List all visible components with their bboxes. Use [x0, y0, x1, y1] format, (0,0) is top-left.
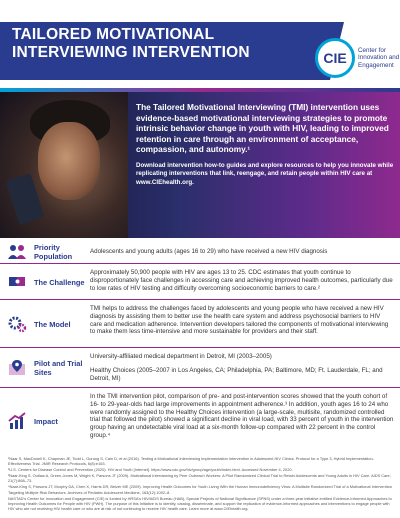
- photo-face: [38, 122, 100, 200]
- row-text: Approximately 50,900 people with HIV are ages 13 to 25. CDC estimates that youth continue to disproportionately face challenges in accessing care and achieving improved health outcomes, particularly due to low rates of HIV testing and difficulty overcoming socioeconomic barriers to care.²: [90, 269, 393, 292]
- hero-photo: [0, 92, 128, 238]
- row-body: [90, 248, 394, 256]
- row-body: [90, 393, 394, 440]
- puzzle-icon: [6, 271, 28, 293]
- row-body: [90, 305, 394, 336]
- row-label: [6, 349, 88, 387]
- row-name: Pilot and Trial Sites: [34, 359, 83, 377]
- people-icon: [6, 241, 28, 263]
- hero-lead: The Tailored Motivational Interviewing (TMI) intervention uses evidence-based motivational interviewing strategies to promote intrinsic behavior change in youth with HIV, leading to improved retention in care through an environment of acceptance, compassion, and autonomy.¹: [136, 102, 389, 155]
- row-priority-population: [0, 241, 400, 264]
- logo-text: Center for Innovation and Engagement: [358, 46, 400, 69]
- row-name: The Model: [34, 319, 71, 329]
- cie-logo: [315, 38, 400, 78]
- row-label: [6, 389, 88, 453]
- row-text: In the TMI intervention pilot, comparison of pre- and post-intervention scores showed that the youth cohort of 16- to 29-year-olds had large improvements in appointment adherence.³ In addition, youth ages 16 to 24 who were randomly assigned to the Healthy Choices intervention (a large-scale, multisite, randomized controlled trial that followed the pilot) showed a significant decline in viral load, with 33 percent of youth in the intervention group having an undetectable viral load at a six-month follow-up compared with 22 percent in the control group.⁴: [90, 393, 394, 439]
- logo-mark: CIE: [315, 38, 355, 78]
- row-text: TMI helps to address the challenges faced by adolescents and young people who have received a new HIV diagnosis by assisting them to better use the health care system and address psychosocial barriers to HIV care and medication adherence. Intervention developers tailored the components of motivational interviewing to make them less time-intensive and more sustainable for providers and their staff.: [90, 305, 389, 336]
- gears-icon: [6, 313, 28, 335]
- footnote: ²U.S. Centers for Disease Control and Prevention (2020). HIV and Youth [Internet]. https://www.cdc.gov/hiv/group/age/youth/index.html. Accessed November 4, 2020.: [8, 467, 293, 473]
- chart-up-icon: [6, 410, 28, 432]
- footnote: ¹Naar S, MacDonell K, Chapman JE, Todd L, Gurung S, Cain D, et al (2016). Testing a Motivational Interviewing Implementation Intervention in Adolescent HIV Clinics: Protocol for a Type 3, Hybrid Implementation-Effectiveness Trial. JMIR Research Protocols, 6(8):e163.: [8, 456, 374, 467]
- row-the-challenge: [0, 265, 400, 300]
- footnote: ³Naar-King S, Outlaw A, Green-Jones M, Wright K, Parsons JT (2009). Motivational Interviewing by Peer Outreach Workers: A Pilot Randomized Clinical Trial to Retain Adolescents and Young Adults in HIV Care. AIDS Care, 21(7):868–73.: [8, 473, 391, 484]
- row-the-model: [0, 301, 400, 348]
- row-body: [90, 353, 394, 382]
- page-title: TAILORED MOTIVATIONAL INTERVIEWING INTERVENTION: [12, 26, 250, 61]
- map-pin-icon: [6, 357, 28, 379]
- row-label: [6, 265, 88, 299]
- footnote: ⁴Naar-King S, Parsons JT, Murphy DA, Chen X, Harris DR, Belzer ME (2009). Improving Health Outcomes for Youth Living With the Human Immunodeficiency Virus: A Multisite Randomized Trial of a Motivational Intervention Targeting Multiple Risk Behaviors. Archives of Pediatric Adolescent Medicine, 163(12):1092–8.: [8, 484, 392, 495]
- row-text: Adolescents and young adults (ages 16 to 29) who have received a new HIV diagnosis: [90, 248, 328, 255]
- row-body: [90, 269, 394, 292]
- hero-banner: [0, 92, 400, 238]
- row-name: Impact: [34, 416, 58, 426]
- row-label: [6, 241, 88, 263]
- row-impact: [0, 389, 400, 453]
- row-name: The Challenge: [34, 277, 85, 287]
- footnotes: [8, 456, 392, 512]
- row-label: [6, 301, 88, 347]
- row-name: Priority Population: [34, 243, 73, 261]
- row-text-secondary: Healthy Choices (2005–2007 in Los Angeles, CA; Philadelphia, PA; Baltimore, MD; Ft. Lauderdale, FL; and Detroit, MI): [90, 366, 383, 382]
- hero-sub: Download intervention how-to guides and explore resources to help you innovate while replicating interventions that link, reengage, and retain people within HIV care at www.CIEhealth.org.: [136, 161, 394, 186]
- row-text: University-affiliated medical department in Detroit, MI (2003–2005): [90, 353, 272, 360]
- funding-note: NASTAD's Center for Innovation and Engagement (CIE) is funded by HRSA's HIV/AIDS Bureau (HAB), Special Projects of National Significance (SPNS) under a three-year initiative entitled Evidence-Informed Approaches to Improving Health Outcomes for People with HIV (PWH). The purpose of this initiative is to identify, catalog, disseminate, and support the replication of evidence-informed approaches and interventions to engage people with HIV who are not receiving HIV health care or who are at risk of not continuing to receive HIV health care. Learn more at www.CIEhealth.org.: [8, 495, 392, 511]
- photo-phone: [6, 173, 45, 225]
- hero-text: [136, 102, 394, 187]
- row-pilot-and-trial-sites: [0, 349, 400, 388]
